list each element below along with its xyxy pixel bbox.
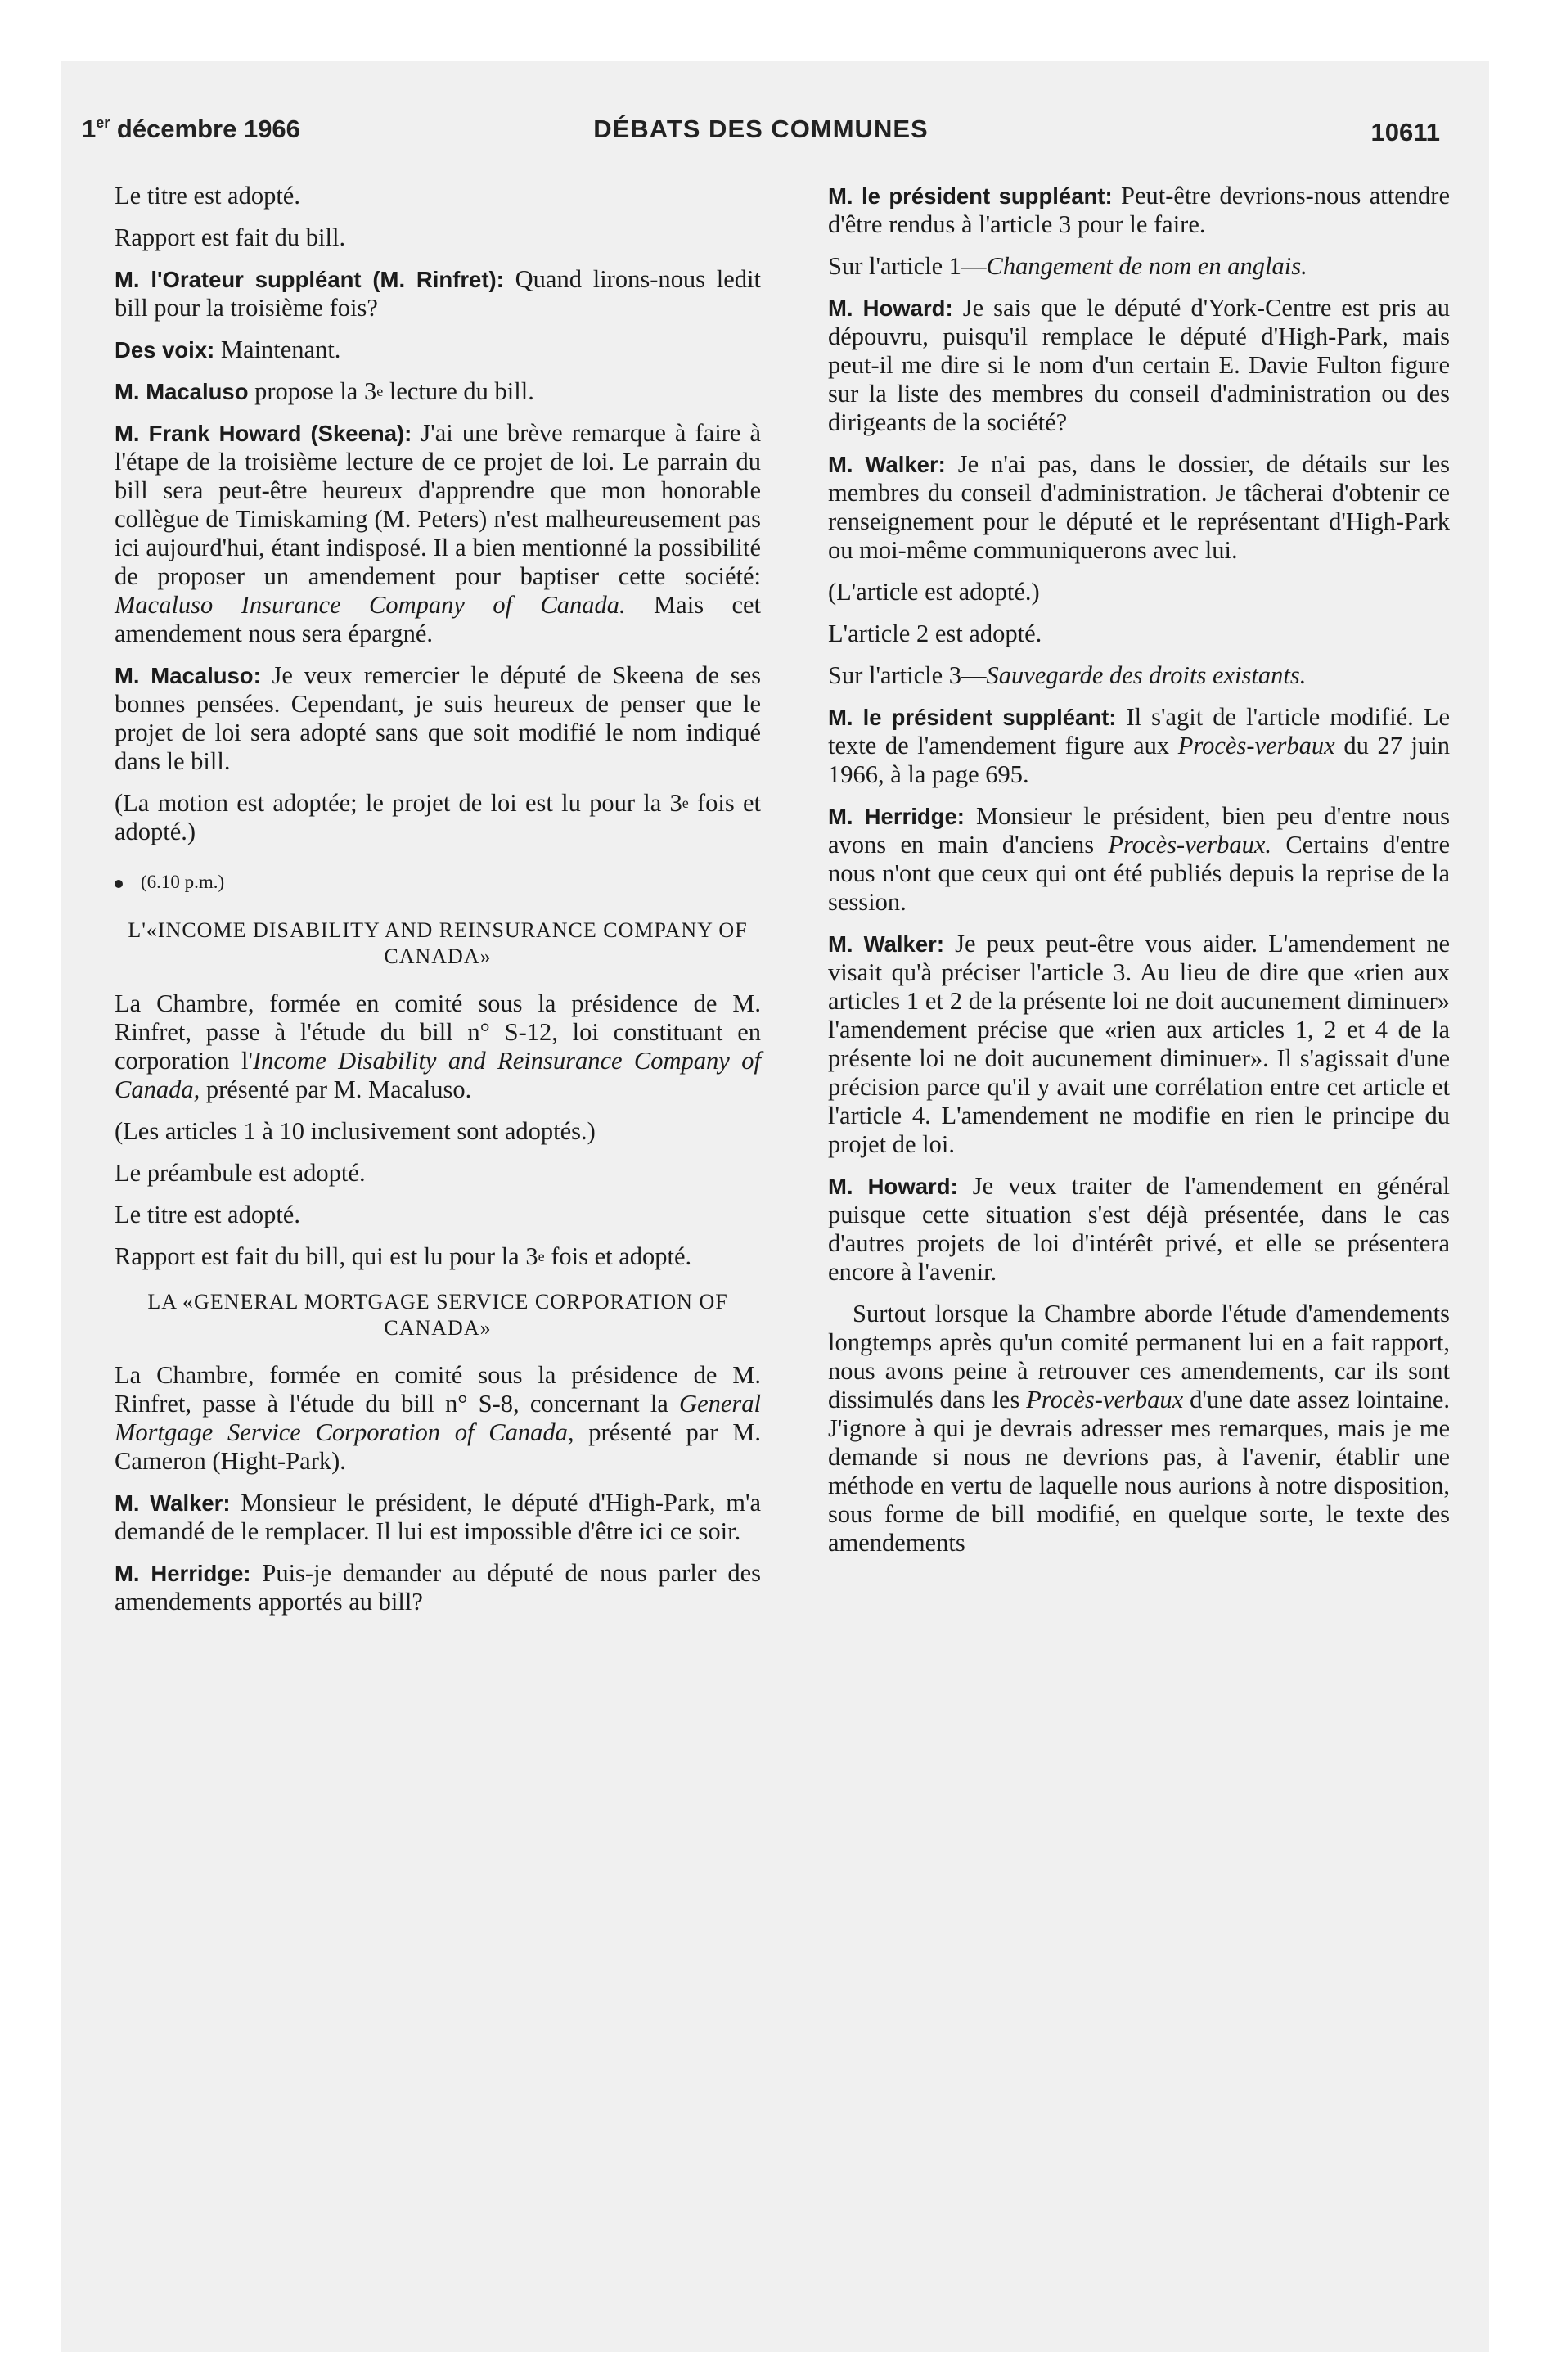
left-column	[115, 182, 761, 1629]
paragraph: La Chambre, formée en comité sous la présidence de M. Rinfret, passe à l'étude du bill n° S-12, loi constituant en corporation l'Income Disability and Reinsurance Company of Canada, présenté par M. Macaluso.	[115, 989, 761, 1103]
speaker-name: M. Walker:	[828, 452, 946, 477]
paragraph: Rapport est fait du bill, qui est lu pour la 3e fois et adopté.	[115, 1242, 692, 1270]
speaker-name: M. le président suppléant:	[828, 705, 1117, 730]
speaker-name: M. Herridge:	[828, 804, 965, 829]
paragraph: (Les articles 1 à 10 inclusivement sont adoptés.)	[115, 1117, 596, 1145]
speech: M. Howard: Je veux traiter de l'amendement en général puisque cette situation s'est déjà présentée, dans le cas d'autres projets de loi d'intérêt privé, et elle se présentera encore à l'avenir.	[828, 1172, 1450, 1286]
right-column	[828, 182, 1450, 1571]
speech: M. Frank Howard (Skeena): J'ai une brève remarque à faire à l'étape de la troisième lecture de ce projet de loi. Le parrain du bill sera peut-être heureux d'apprendre que mon honorable collègue de Timiskaming (M. Peters) n'est malheureusement pas ici aujourd'hui, étant indisposé. Il a bien mentionné la possibilité de proposer un amendement pour baptiser cette société: Macaluso Insurance Company of Canada. Mais cet amendement nous sera épargné.	[115, 419, 761, 647]
speaker-name: M. Walker:	[115, 1490, 231, 1516]
paragraph: L'article 2 est adopté.	[828, 620, 1042, 647]
speaker-name: M. Howard:	[828, 1174, 958, 1199]
speaker-name: M. Macaluso	[115, 379, 249, 404]
speaker-name: M. Walker:	[828, 931, 944, 957]
paragraph: (La motion est adoptée; le projet de loi est lu pour la 3e fois et adopté.)	[115, 789, 761, 845]
section-heading: LA «GENERAL MORTGAGE SERVICE CORPORATION OF CANADA»	[147, 1290, 728, 1340]
paragraph: Surtout lorsque la Chambre aborde l'étude d'amendements longtemps après qu'un comité permanent lui en a fait rapport, nous avons peine à retrouver ces amendements, car ils sont dissimulés dans les Procès-verbaux d'une date assez lointaine. J'ignore à qui je devrais adresser mes remarques, mais je me demande si nous ne devrions pas, à l'avenir, établir une méthode en vertu de laquelle nous aurions à notre disposition, sous forme de bill modifié, en quelque sorte, le texte des amendements	[828, 1300, 1450, 1557]
speaker-name: M. Macaluso:	[115, 663, 261, 688]
speech: M. Walker: Je n'ai pas, dans le dossier, de détails sur les membres du conseil d'administration. Je tâcherai d'obtenir ce renseignement pour le député et le représentant d'High-Park ou moi-même communiquerons avec lui.	[828, 450, 1450, 564]
speaker-name: M. Herridge:	[115, 1561, 251, 1586]
paragraph: Sur l'article 1—Changement de nom en anglais.	[828, 252, 1307, 280]
page-header	[82, 115, 1440, 151]
speaker-name: M. l'Orateur suppléant (M. Rinfret):	[115, 267, 504, 292]
paragraph: Le préambule est adopté.	[115, 1159, 366, 1187]
header-date: 1er décembre 1966	[82, 115, 300, 143]
speaker-name: M. le président suppléant:	[828, 183, 1113, 209]
speaker-name: M. Frank Howard (Skeena):	[115, 421, 412, 446]
speech: M. Herridge: Monsieur le président, bien peu d'entre nous avons en main d'anciens Procès-verbaux. Certains d'entre nous n'ont que ceux qui ont été publiés depuis la reprise de la session.	[828, 802, 1450, 916]
speech: M. le président suppléant: Peut-être devrions-nous attendre d'être rendus à l'article 3 pour le faire.	[828, 182, 1450, 238]
speech: M. Macaluso: Je veux remercier le député de Skeena de ses bonnes pensées. Cependant, je suis heureux de penser que le projet de loi sera adopté sans que soit modifié le nom indiqué dans le bill.	[115, 661, 761, 775]
paragraph: (L'article est adopté.)	[828, 578, 1040, 606]
paragraph: Rapport est fait du bill.	[115, 223, 346, 251]
paragraph: La Chambre, formée en comité sous la présidence de M. Rinfret, passe à l'étude du bill n° S-8, concernant la General Mortgage Service Corporation of Canada, présenté par M. Cameron (Hight-Park).	[115, 1361, 761, 1475]
speaker-name: M. Howard:	[828, 295, 953, 321]
header-page-number: 10611	[1370, 118, 1440, 146]
speech: M. Walker: Monsieur le président, le député d'High-Park, m'a demandé de le remplacer. Il lui est impossible d'être ici ce soir.	[115, 1489, 761, 1545]
section-heading: L'«INCOME DISABILITY AND REINSURANCE COMPANY OF CANADA»	[128, 918, 748, 968]
speech: M. Walker: Je peux peut-être vous aider. L'amendement ne visait qu'à préciser l'article 3. Au lieu de dire que «rien aux articles 1 et 2 de la présente loi ne doit aucunement diminuer» l'amendement précise que «rien aux articles 1, 2 et 4 de la présente loi ne doit aucunement diminuer». Il s'agissait d'une précision parce qu'il y avait une corrélation entre cet article et l'article 4. L'amendement ne modifie en rien le principe du projet de loi.	[828, 930, 1450, 1158]
speech: M. Howard: Je sais que le député d'York-Centre est pris au dépouvru, puisqu'il remplace le député d'High-Park, mais peut-il me dire si le nom d'un certain E. Davie Fulton figure sur la liste des membres du conseil d'administration ou des dirigeants de la société?	[828, 294, 1450, 436]
header-title: DÉBATS DES COMMUNES	[593, 115, 929, 143]
paragraph: Le titre est adopté.	[115, 1201, 300, 1228]
speech: M. le président suppléant: Il s'agit de l'article modifié. Le texte de l'amendement figure aux Procès-verbaux du 27 juin 1966, à la page 695.	[828, 703, 1450, 788]
bullet-icon	[115, 880, 123, 888]
speech: M. Macaluso propose la 3e lecture du bill.	[115, 377, 534, 405]
paragraph: Le titre est adopté.	[115, 182, 300, 210]
speaker-name: Des voix:	[115, 337, 215, 363]
paragraph: Sur l'article 3—Sauvegarde des droits existants.	[828, 661, 1307, 689]
speech: M. Herridge: Puis-je demander au député de nous parler des amendements apportés au bill?	[115, 1559, 762, 1616]
speech: Des voix: Maintenant.	[115, 336, 341, 363]
speech: M. l'Orateur suppléant (M. Rinfret): Quand lirons-nous ledit bill pour la troisième fois?	[115, 265, 761, 322]
timestamp: (6.10 p.m.)	[115, 868, 761, 896]
